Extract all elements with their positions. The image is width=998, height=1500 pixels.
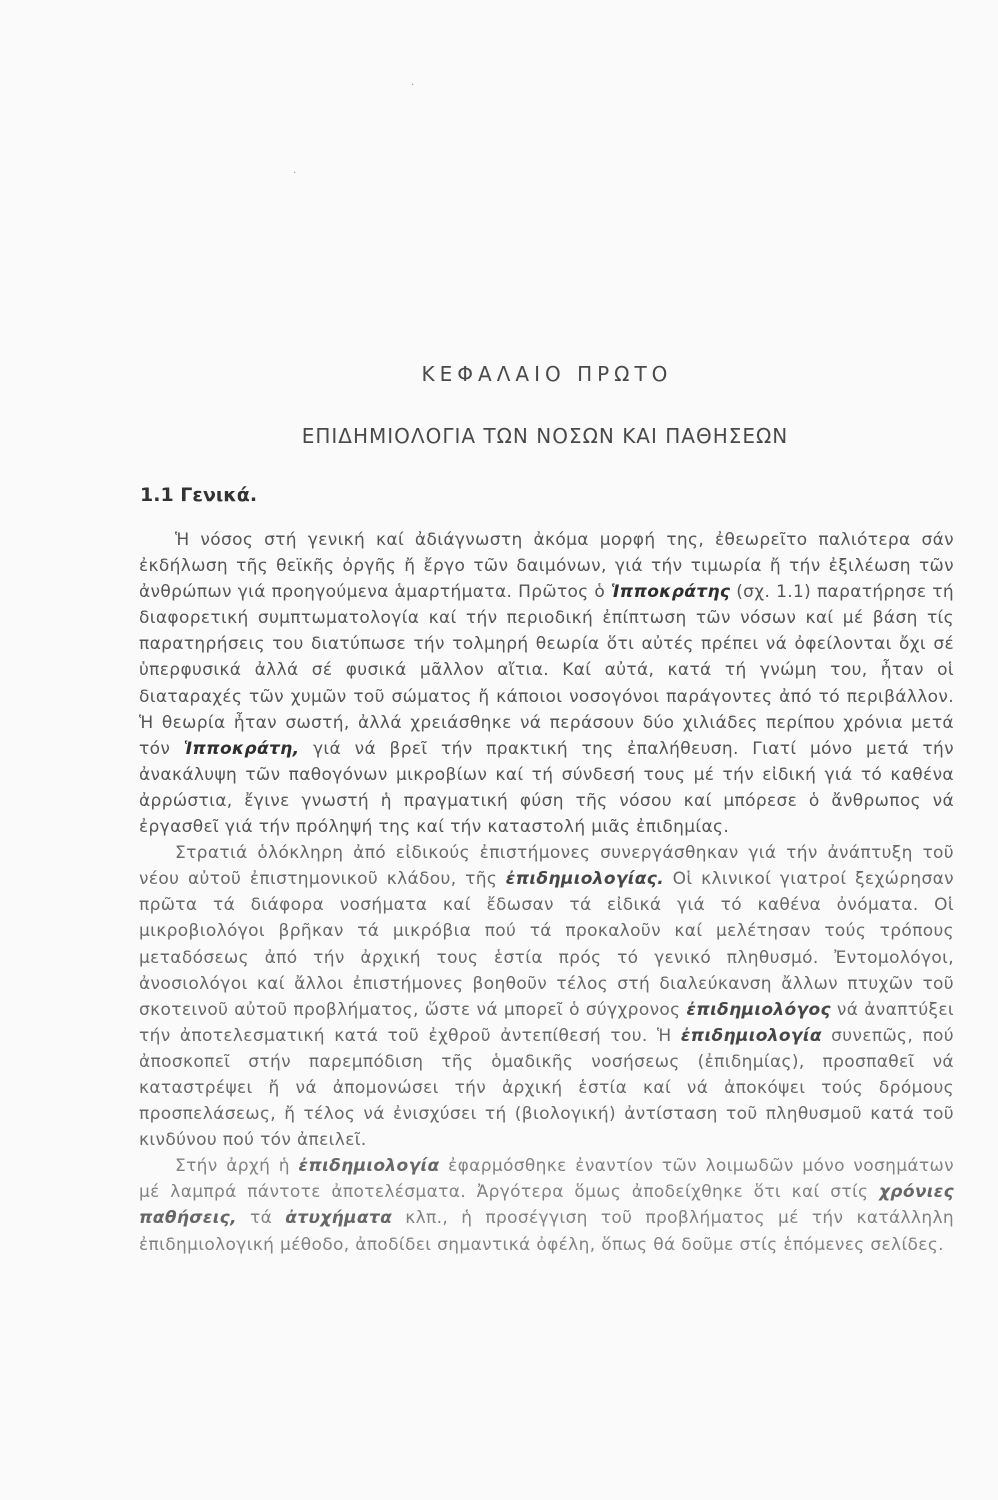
emphasis-term: ἐπιδημιολογία (298, 1156, 440, 1177)
paragraph-text: ἐφαρμόσθηκε ἐναντίον τῶν λοιμωδῶν μόνο νοσημάτων μέ λαμπρά πάντοτε ἀποτελέσματα. Ἀργότερα ὅμως ἀποδείχθηκε ὅτι καί στίς (139, 1156, 954, 1203)
section-heading: 1.1 Γενικά. (140, 484, 258, 506)
emphasis-term: ἀτυχήματα (285, 1208, 393, 1229)
paragraph-text: Στήν ἀρχή ἡ (175, 1156, 299, 1177)
scan-speck: · (293, 168, 297, 179)
body-text (139, 527, 954, 1258)
emphasis-term: ἐπιδημιολόγος (686, 999, 831, 1020)
paragraph-text: Στρατιά ὁλόκληρη ἀπό εἰδικούς ἐπιστήμονες συνεργάσθηκαν γιά τήν ἀνάπτυξη τοῦ νέου αὐτοῦ ἐπιστημονικοῦ κλάδου, τῆς (139, 843, 954, 890)
emphasis-term: χρόνιες παθήσεις, (139, 1182, 954, 1229)
emphasis-term: Ἱπποκράτης (611, 582, 731, 603)
scan-speck: · (411, 80, 415, 91)
paragraph-text: τά (236, 1208, 286, 1229)
emphasis-term: ἐπιδημιολογίας. (505, 869, 665, 890)
paragraph-text: (σχ. 1.1) παρατήρησε τή διαφορετική συμπτωματολογία καί τήν περιοδική ἐπίπτωση τῶν νόσων καί μέ βάση τίς παρατηρήσεις του διατύπωσε τήν τολμηρή θεωρία ὅτι αὐτές πρέπει νά ὀφείλονται ὄχι σέ ὑπερφυσικά ἀλλά σέ φυσικά μᾶλλον αἴτια. Καί αὐτά, κατά τή γνώμη του, ἦταν οἱ διαταραχές τῶν χυμῶν τοῦ σώματος ἤ κάποιοι νοσογόνοι παράγοντες ἀπό τό περιβάλλον. Ἡ θεωρία ἦταν σωστή, ἀλλά χρειάσθηκε νά περάσουν δύο χιλιάδες περίπου χρόνια μετά τόν (139, 582, 954, 759)
paragraph-2 (139, 840, 954, 1153)
paragraph-text: γιά νά βρεῖ τήν πρακτική της ἐπαλήθευση. Γιατί μόνο μετά τήν ἀνακάλυψη τῶν παθογόνων μικροβίων καί τή σύνδεσή τους μέ τήν εἰδική γιά τό καθένα ἀρρώστια, ἔγινε γνωστή ἡ πραγματική φύση τῆς νόσου καί μπόρεσε ὁ ἄνθρωπος νά ἐργασθεῖ γιά τήν πρόληψή της καί τήν καταστολή μιᾶς ἐπιδημίας. (139, 738, 954, 838)
paragraph-text: Ἡ νόσος στή γενική καί ἀδιάγνωστη ἀκόμα μορφή της, ἐθεωρεῖτο παλιότερα σάν ἐκδήλωση τῆς θεϊκῆς ὀργῆς ἤ ἔργο τῶν δαιμόνων, γιά τήν τιμωρία ἤ τήν ἐξιλέωση τῶν ἀνθρώπων γιά προηγούμενα ἁμαρτήματα. Πρῶτος ὁ (139, 530, 954, 603)
paragraph-text: συνεπῶς, πού ἀποσκοπεῖ στήν παρεμπόδιση τῆς ὁμαδικῆς νοσήσεως (ἐπιδημίας), προσπαθεῖ νά καταστρέψει ἤ νά ἀπομονώσει τήν ἀρχική ἑστία καί νά ἀποκόψει τούς δρόμους προσπελάσεως, ἤ τέλος νά ἐνισχύσει τή (βιολογική) ἀντίσταση τοῦ πληθυσμοῦ κατά τοῦ κινδύνου πού τόν ἀπειλεῖ. (139, 1025, 954, 1151)
paragraph-3 (139, 1153, 954, 1257)
chapter-title: ΕΠΙΔΗΜΙΟΛΟΓΙΑ ΤΩΝ ΝΟΣΩΝ ΚΑΙ ΠΑΘΗΣΕΩΝ (301, 424, 789, 448)
chapter-label: ΚΕΦΑΛΑΙΟ ΠΡΩΤΟ (421, 362, 673, 386)
paragraph-text: νά ἀναπτύξει τήν ἀποτελεσματική κατά τοῦ ἐχθροῦ ἀντεπίθεσή του. Ἡ (139, 999, 954, 1046)
paragraph-1 (139, 527, 954, 840)
emphasis-term: ἐπιδημιολογία (680, 1025, 822, 1046)
paragraph-text: Οἱ κλινικοί γιατροί ξεχώρησαν πρῶτα τά διάφορα νοσήματα καί ἔδωσαν τά εἰδικά γιά τό καθένα ὀνόματα. Οἱ μικροβιολόγοι βρῆκαν τά μικρόβια πού τά προκαλοῦν καί μελέτησαν τούς τρόπους μεταδόσεως ἀπό τήν ἀρχική τους ἑστία πρός τό γενικό πληθυσμό. Ἐντομολόγοι, ἀνοσιολόγοι καί ἄλλοι ἐπιστήμονες βοηθοῦν τέλος στή διαλεύκανση ἄλλων πτυχῶν τοῦ σκοτεινοῦ αὐτοῦ προβλήματος, ὥστε νά μπορεῖ ὁ σύγχρονος (139, 869, 955, 1020)
emphasis-term: Ἱπποκράτη, (183, 738, 300, 759)
paragraph-text: κλπ., ἡ προσέγγιση τοῦ προβλήματος μέ τήν κατάλληλη ἐπιδημιολογική μέθοδο, ἀποδίδει σημαντικά ὀφέλη, ὅπως θά δοῦμε στίς ἑπόμενες σελίδες. (139, 1208, 954, 1255)
